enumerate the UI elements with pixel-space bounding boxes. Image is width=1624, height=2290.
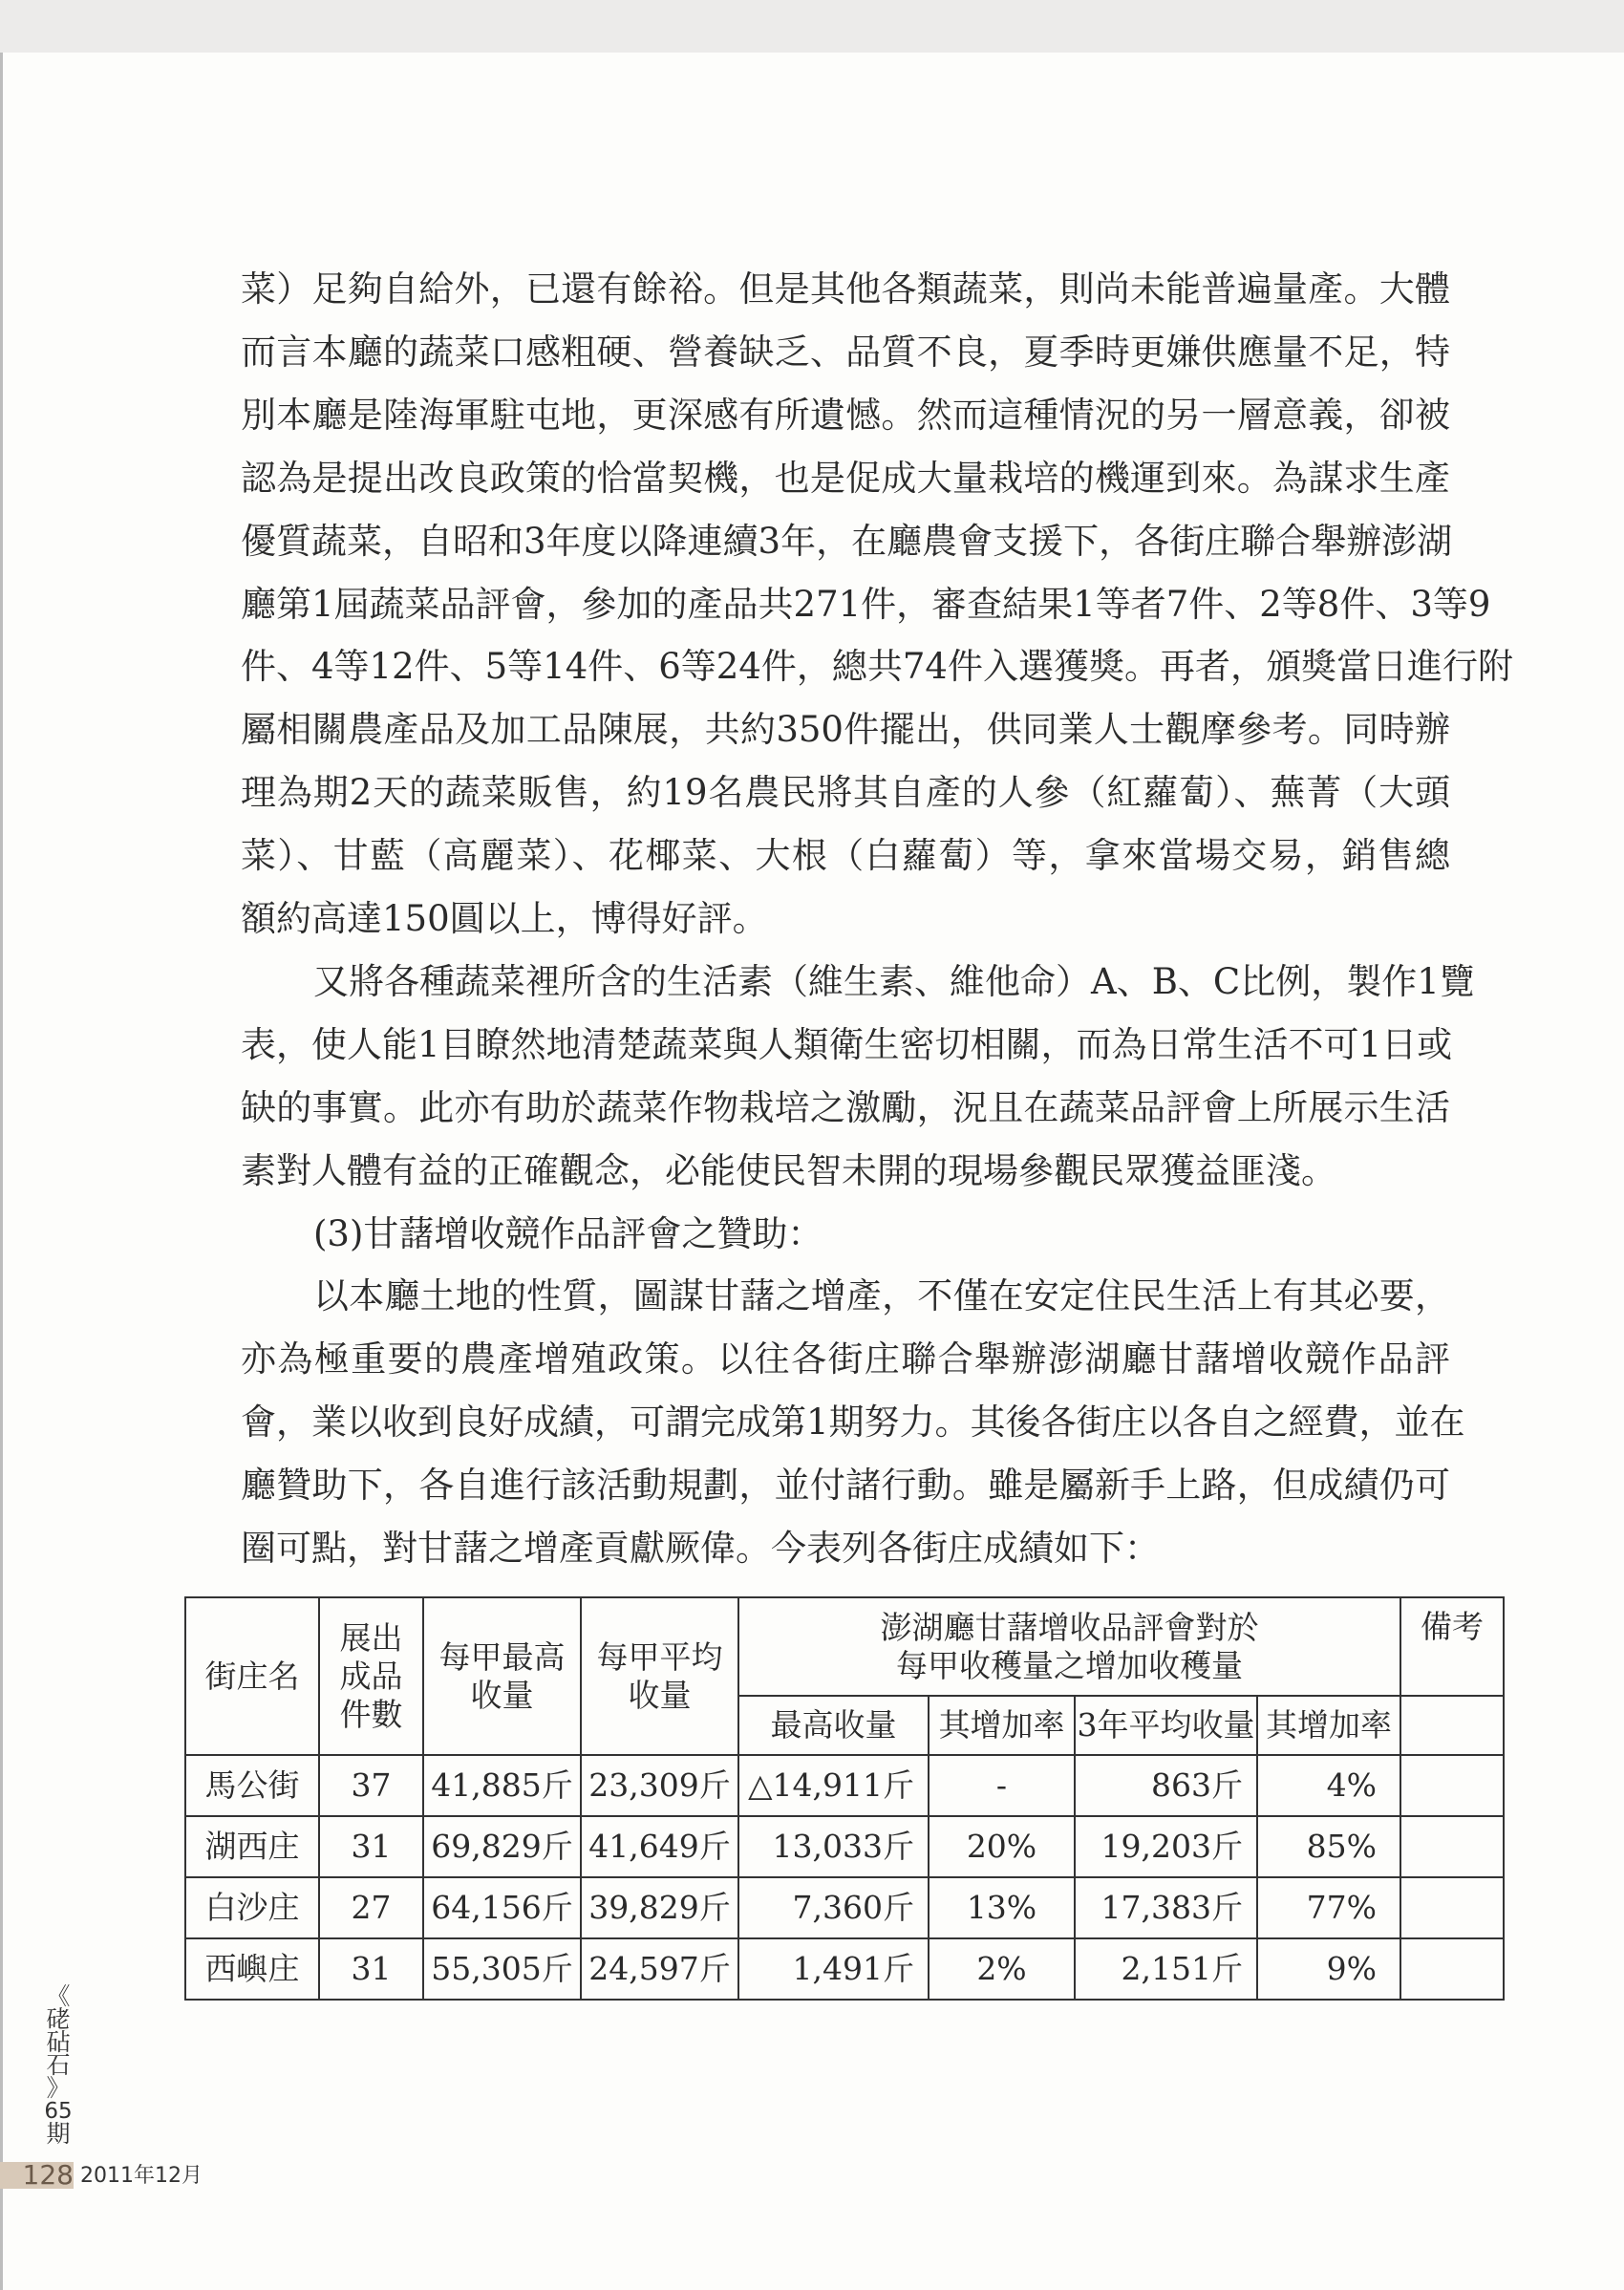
header-remarks: 備考 <box>1400 1597 1504 1696</box>
cell-inc-max: 1,491斤 <box>738 1938 929 2000</box>
cell-inc-max: 13,033斤 <box>738 1816 929 1877</box>
cell-max: 69,829斤 <box>423 1816 581 1877</box>
publication-char: 65 <box>44 2099 73 2124</box>
text-line: 菜）足夠自給外，已還有餘裕。但是其他各類蔬菜，則尚未能普遍量產。大體 <box>241 268 1450 310</box>
cell-avg: 23,309斤 <box>581 1755 738 1816</box>
subheader-max: 最高收量 <box>738 1696 929 1755</box>
cell-rate1: 13% <box>929 1877 1075 1938</box>
text-line: 優質蔬菜，自昭和3年度以降連續3年，在廳農會支援下，各街庄聯合舉辦澎湖 <box>241 520 1453 562</box>
text-line: (3)甘藷增收競作品評會之贊助： <box>313 1212 823 1254</box>
text-line: 而言本廳的蔬菜口感粗硬、營養缺乏、品質不良，夏季時更嫌供應量不足，特 <box>241 331 1450 373</box>
publication-title-vertical <box>42 1982 75 2148</box>
cell-entries: 31 <box>319 1816 423 1877</box>
cell-inc-avg: 2,151斤 <box>1075 1938 1257 2000</box>
cell-avg: 24,597斤 <box>581 1938 738 2000</box>
cell-town: 湖西庄 <box>185 1816 319 1877</box>
header-max-yield <box>423 1597 581 1755</box>
table-row <box>185 1938 1504 2000</box>
subheader-avg3: 3年平均收量 <box>1075 1696 1257 1755</box>
cell-avg: 39,829斤 <box>581 1877 738 1938</box>
table-row <box>185 1755 1504 1816</box>
cell-town: 馬公街 <box>185 1755 319 1816</box>
cell-town: 白沙庄 <box>185 1877 319 1938</box>
header-max-yield-text: 每甲最高收量 <box>438 1637 566 1714</box>
cell-inc-avg: 863斤 <box>1075 1755 1257 1816</box>
header-entries <box>319 1597 423 1755</box>
text-line: 以本廳土地的性質，圖謀甘藷之增產，不僅在安定住民生活上有其必要， <box>313 1275 1450 1317</box>
cell-remarks <box>1400 1816 1504 1877</box>
cell-rate2: 4% <box>1257 1755 1400 1816</box>
text-line: 缺的事實。此亦有助於蔬菜作物栽培之激勵，況且在蔬菜品評會上所展示生活 <box>241 1086 1450 1128</box>
text-line: 亦為極重要的農產增殖政策。以往各街庄聯合舉辦澎湖廳甘藷增收競作品評 <box>241 1338 1450 1380</box>
cell-inc-max: △14,911斤 <box>738 1755 929 1816</box>
text-line: 圈可點，對甘藷之增產貢獻厥偉。今表列各街庄成績如下： <box>241 1528 1160 1569</box>
issue-date: 2011年12月 <box>80 2164 203 2188</box>
text-line: 廳贊助下，各自進行該活動規劃，並付諸行動。雖是屬新手上路，但成績仍可 <box>241 1465 1450 1507</box>
subheader-remarks-blank <box>1400 1696 1504 1755</box>
text-line: 屬相關農產品及加工品陳展，共約350件擺出，供同業人士觀摩參考。同時辦 <box>241 709 1450 751</box>
publication-char: 砧 <box>46 2028 71 2056</box>
header-avg-yield-text: 每甲平均收量 <box>596 1637 723 1714</box>
text-line: 廳第1屆蔬菜品評會，參加的產品共271件，審查結果1等者7件、2等8件、3等9 <box>241 583 1491 625</box>
cell-rate1: 20% <box>929 1816 1075 1877</box>
text-line: 件、4等12件、5等14件、6等24件，總共74件入選獲獎。再者，頒獎當日進行附 <box>241 646 1513 688</box>
text-line: 又將各種蔬菜裡所含的生活素（維生素、維他命）A、B、C比例，製作1覽 <box>313 960 1475 1002</box>
table-header-row <box>185 1597 1504 1696</box>
text-line: 表，使人能1目瞭然地清楚蔬菜與人類衛生密切相關，而為日常生活不可1日或 <box>241 1023 1453 1065</box>
cell-entries: 37 <box>319 1755 423 1816</box>
text-line: 額約高達150圓以上，博得好評。 <box>241 898 768 939</box>
table-row <box>185 1816 1504 1877</box>
text-line: 素對人體有益的正確觀念，必能使民智未開的現場參觀民眾獲益匪淺。 <box>241 1149 1336 1191</box>
page-number: 128 <box>0 2162 74 2189</box>
page-edge <box>0 53 3 2290</box>
text-line: 認為是提出改良政策的恰當契機，也是促成大量栽培的機運到來。為謀求生產 <box>241 457 1450 499</box>
subheader-rate2: 其增加率 <box>1257 1696 1400 1755</box>
cell-town: 西嶼庄 <box>185 1938 319 2000</box>
cell-remarks <box>1400 1877 1504 1938</box>
cell-rate1: - <box>929 1755 1075 1816</box>
cell-entries: 31 <box>319 1938 423 2000</box>
cell-max: 55,305斤 <box>423 1938 581 2000</box>
header-town: 街庄名 <box>185 1597 319 1755</box>
publication-char: 石 <box>46 2051 71 2079</box>
header-group-line2: 每甲收穫量之增加收穫量 <box>896 1646 1243 1684</box>
cell-remarks <box>1400 1938 1504 2000</box>
publication-char: 硓 <box>46 2005 71 2033</box>
text-line: 別本廳是陸海軍駐屯地，更深感有所遺憾。然而這種情況的另一層意義，卻被 <box>241 394 1450 436</box>
cell-inc-avg: 19,203斤 <box>1075 1816 1257 1877</box>
cell-inc-avg: 17,383斤 <box>1075 1877 1257 1938</box>
header-entries-text: 展出成品件數 <box>339 1618 403 1733</box>
publication-char: 》 <box>46 2074 71 2102</box>
table-row <box>185 1877 1504 1938</box>
header-group-line1: 澎湖廳甘藷增收品評會對於 <box>880 1608 1259 1646</box>
header-avg-yield <box>581 1597 738 1755</box>
cell-rate2: 85% <box>1257 1816 1400 1877</box>
scan-top-band <box>0 0 1624 53</box>
publication-char: 《 <box>46 1982 71 2010</box>
cell-max: 41,885斤 <box>423 1755 581 1816</box>
text-line: 菜）、甘藍（高麗菜）、花椰菜、大根（白蘿蔔）等，拿來當場交易，銷售總 <box>241 835 1450 877</box>
header-increase-group <box>738 1597 1400 1696</box>
publication-char: 期 <box>46 2120 71 2148</box>
cell-entries: 27 <box>319 1877 423 1938</box>
cell-inc-max: 7,360斤 <box>738 1877 929 1938</box>
cell-rate2: 77% <box>1257 1877 1400 1938</box>
text-line: 理為期2天的蔬菜販售，約19名農民將其自產的人參（紅蘿蔔）、蕪菁（大頭 <box>241 772 1450 814</box>
sweet-potato-results-table <box>184 1596 1505 2001</box>
text-line: 會，業以收到良好成績，可謂完成第1期努力。其後各街庄以各自之經費，並在 <box>241 1402 1465 1444</box>
cell-rate2: 9% <box>1257 1938 1400 2000</box>
cell-rate1: 2% <box>929 1938 1075 2000</box>
subheader-rate1: 其增加率 <box>929 1696 1075 1755</box>
cell-avg: 41,649斤 <box>581 1816 738 1877</box>
cell-max: 64,156斤 <box>423 1877 581 1938</box>
cell-remarks <box>1400 1755 1504 1816</box>
